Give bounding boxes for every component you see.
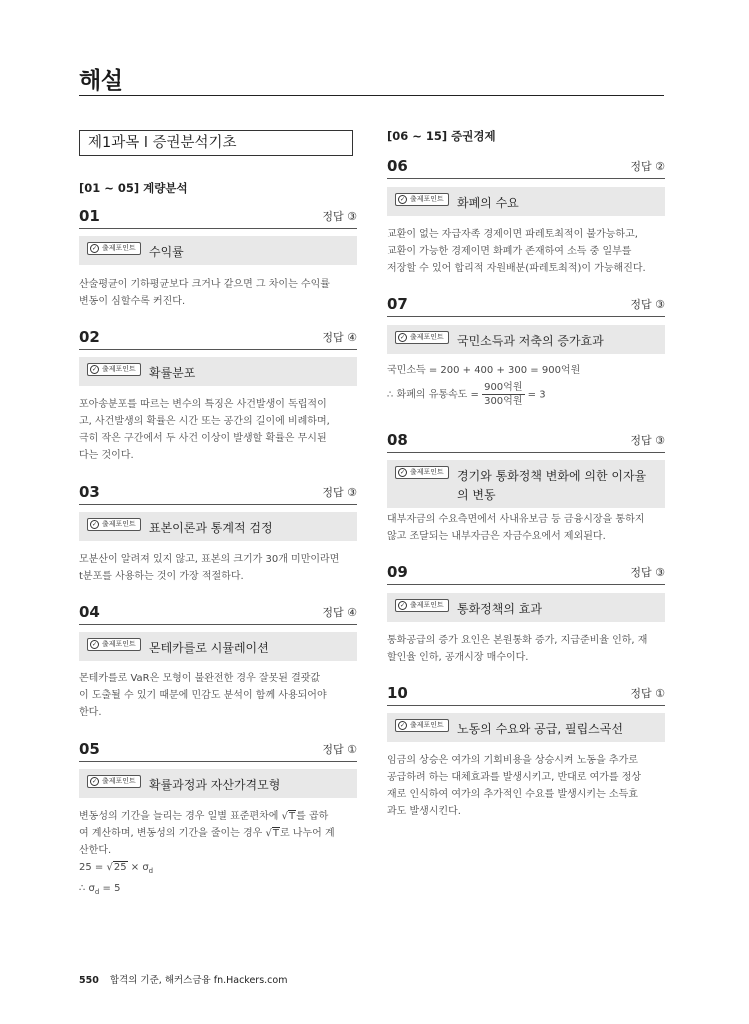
page-footer	[79, 972, 287, 986]
explanation-09: 통화공급의 증가 요인은 본원통화 증가, 지급준비율 인하, 재 할인율 인하, 공개시장 매수이다.	[387, 635, 648, 663]
question-number: 04	[79, 603, 100, 621]
exam-point-box-10	[387, 713, 665, 742]
exam-point-badge: ✓ 출제포인트	[87, 363, 141, 376]
exam-point-title: 화폐의 수요	[457, 196, 519, 210]
exam-point-title: 수익률	[149, 245, 184, 259]
exam-point-box-08	[387, 460, 665, 508]
explanation-06: 교환이 없는 자급자족 경제이면 파레토최적이 불가능하고, 교환이 가능한 경제이면 화폐가 존재하여 소득 중 일부를 저장할 수 있어 합리적 자원배분(파레토최적)이 가능해진다.	[387, 229, 646, 274]
explanation-01: 산술평균이 기하평균보다 크거나 같으면 그 차이는 수익률 변동이 심할수록 커진다.	[79, 279, 330, 307]
question-header-10	[387, 679, 665, 706]
question-number: 02	[79, 328, 100, 346]
answer-label: 정답 ③	[630, 434, 665, 447]
subject-box: 제1과목 l 증권분석기초	[79, 130, 353, 156]
exam-point-title: 확률분포	[149, 366, 196, 380]
check-circle-icon: ✓	[399, 469, 406, 476]
check-circle-icon: ✓	[91, 641, 98, 648]
question-header-01	[79, 202, 357, 229]
check-circle-icon: ✓	[91, 521, 98, 528]
exam-point-title: 통화정책의 효과	[457, 602, 542, 616]
question-header-06	[387, 152, 665, 179]
exam-point-title: 경기와 통화정책 변화에 의한 이자율의 변동	[457, 469, 647, 502]
answer-label: 정답 ③	[630, 298, 665, 311]
question-header-05	[79, 735, 357, 762]
question-number: 07	[387, 295, 408, 313]
question-number: 01	[79, 207, 100, 225]
exam-point-box-03	[79, 512, 357, 541]
exam-point-title: 확률과정과 자산가격모형	[149, 778, 281, 792]
exam-point-box-09	[387, 593, 665, 622]
velocity-equation: ∴ 화폐의 유통속도 = $\frac{\text{900억원}}{\text{300억원}}$ = 3	[387, 382, 546, 407]
exam-point-badge: ✓ 출제포인트	[395, 331, 449, 344]
check-circle-icon: ✓	[399, 196, 406, 203]
exam-point-title: 표본이론과 통계적 검정	[149, 521, 273, 535]
check-circle-icon: ✓	[91, 366, 98, 373]
answer-label: 정답 ①	[630, 687, 665, 700]
check-circle-icon: ✓	[91, 245, 98, 252]
exam-point-box-04	[79, 632, 357, 661]
exam-point-title: 몬테카를로 시뮬레이션	[149, 641, 269, 655]
exam-point-badge: ✓ 출제포인트	[87, 638, 141, 651]
footer-text: 합격의 기준, 해커스금융 fn.Hackers.com	[109, 975, 288, 986]
exam-point-box-06	[387, 187, 665, 216]
exam-point-box-02	[79, 357, 357, 386]
exam-point-box-01	[79, 236, 357, 265]
answer-label: 정답 ④	[322, 606, 357, 619]
page-number: 550	[79, 975, 99, 986]
exam-point-box-05	[79, 769, 357, 798]
check-circle-icon: ✓	[399, 334, 406, 341]
explanation-10: 임금의 상승은 여가의 기회비용을 상승시켜 노동을 추가로 공급하려 하는 대체효과를 발생시키고, 반대로 여가를 정상 재로 인식하여 여가의 추가적인 수요를 발생시키는 소득효 과도 발생시킨다.	[387, 755, 642, 817]
exam-point-badge: ✓ 출제포인트	[395, 719, 449, 732]
question-header-03	[79, 478, 357, 505]
answer-label: 정답 ③	[630, 566, 665, 579]
explanation-03: 모분산이 알려져 있지 않고, 표본의 크기가 30개 미만이라면 t분포를 사용하는 것이 가장 적절하다.	[79, 554, 340, 582]
explanation-05: 변동성의 기간을 늘리는 경우 일별 표준편차에 √T를 곱하 여 계산하며, 변동성의 기간을 줄이는 경우 √T로 나누어 계 산한다. $25 = √25 \times \sigma_d$ ∴ $\sigma_d = 5$	[79, 808, 357, 901]
exam-point-title: 노동의 수요와 공급, 필립스곡선	[457, 722, 623, 736]
answer-label: 정답 ②	[630, 160, 665, 173]
exam-point-badge: ✓ 출제포인트	[395, 193, 449, 206]
question-number: 10	[387, 684, 408, 702]
exam-point-box-07	[387, 325, 665, 354]
check-circle-icon: ✓	[399, 602, 406, 609]
question-number: 09	[387, 563, 408, 581]
equation-1: $25 = √25 \times \sigma_d$	[79, 862, 154, 875]
check-circle-icon: ✓	[91, 778, 98, 785]
explanation-02: 포아송분포를 따르는 변수의 특징은 사건발생이 독립적이 고, 사건발생의 확률은 시간 또는 공간의 길이에 비례하며, 극히 작은 구간에서 두 사건 이상이 발생할 확률은 무시된 다는 것이다.	[79, 399, 330, 461]
exam-point-badge: ✓ 출제포인트	[395, 599, 449, 612]
question-header-09	[387, 558, 665, 585]
explanation-07: 국민소득 = 200 + 400 + 300 = 900억원 ∴ 화폐의 유통속도 = $\frac{\text{900억원}}{\text{300억원}}$ = 3	[387, 362, 665, 408]
section-label-right: [06 ~ 15] 증권경제	[387, 129, 496, 143]
answer-label: 정답 ③	[322, 486, 357, 499]
exam-point-badge: ✓ 출제포인트	[87, 242, 141, 255]
answer-label: 정답 ①	[322, 743, 357, 756]
question-number: 08	[387, 431, 408, 449]
explanation-04: 몬테카를로 VaR은 모형이 불완전한 경우 잘못된 결괏값 이 도출될 수 있기 때문에 민감도 분석이 함께 사용되어야 한다.	[79, 673, 327, 718]
question-header-04	[79, 598, 357, 625]
question-header-07	[387, 290, 665, 317]
answer-label: 정답 ④	[322, 331, 357, 344]
question-number: 05	[79, 740, 100, 758]
exam-point-badge: ✓ 출제포인트	[87, 775, 141, 788]
exam-point-badge: ✓ 출제포인트	[395, 466, 449, 479]
exam-point-badge: ✓ 출제포인트	[87, 518, 141, 531]
section-label-left: [01 ~ 05] 계량분석	[79, 181, 188, 195]
question-number: 03	[79, 483, 100, 501]
check-circle-icon: ✓	[399, 722, 406, 729]
title-rule	[79, 95, 664, 96]
question-header-02	[79, 323, 357, 350]
answer-label: 정답 ③	[322, 210, 357, 223]
exam-point-title: 국민소득과 저축의 증가효과	[457, 334, 604, 348]
question-number: 06	[387, 157, 408, 175]
equation-2: ∴ $\sigma_d = 5$	[79, 883, 121, 896]
page-title: 해설	[79, 68, 123, 94]
question-header-08	[387, 426, 665, 453]
explanation-08: 대부자금의 수요측면에서 사내유보금 등 금융시장을 통하지 않고 조달되는 내부자금은 자금수요에서 제외된다.	[387, 514, 645, 542]
